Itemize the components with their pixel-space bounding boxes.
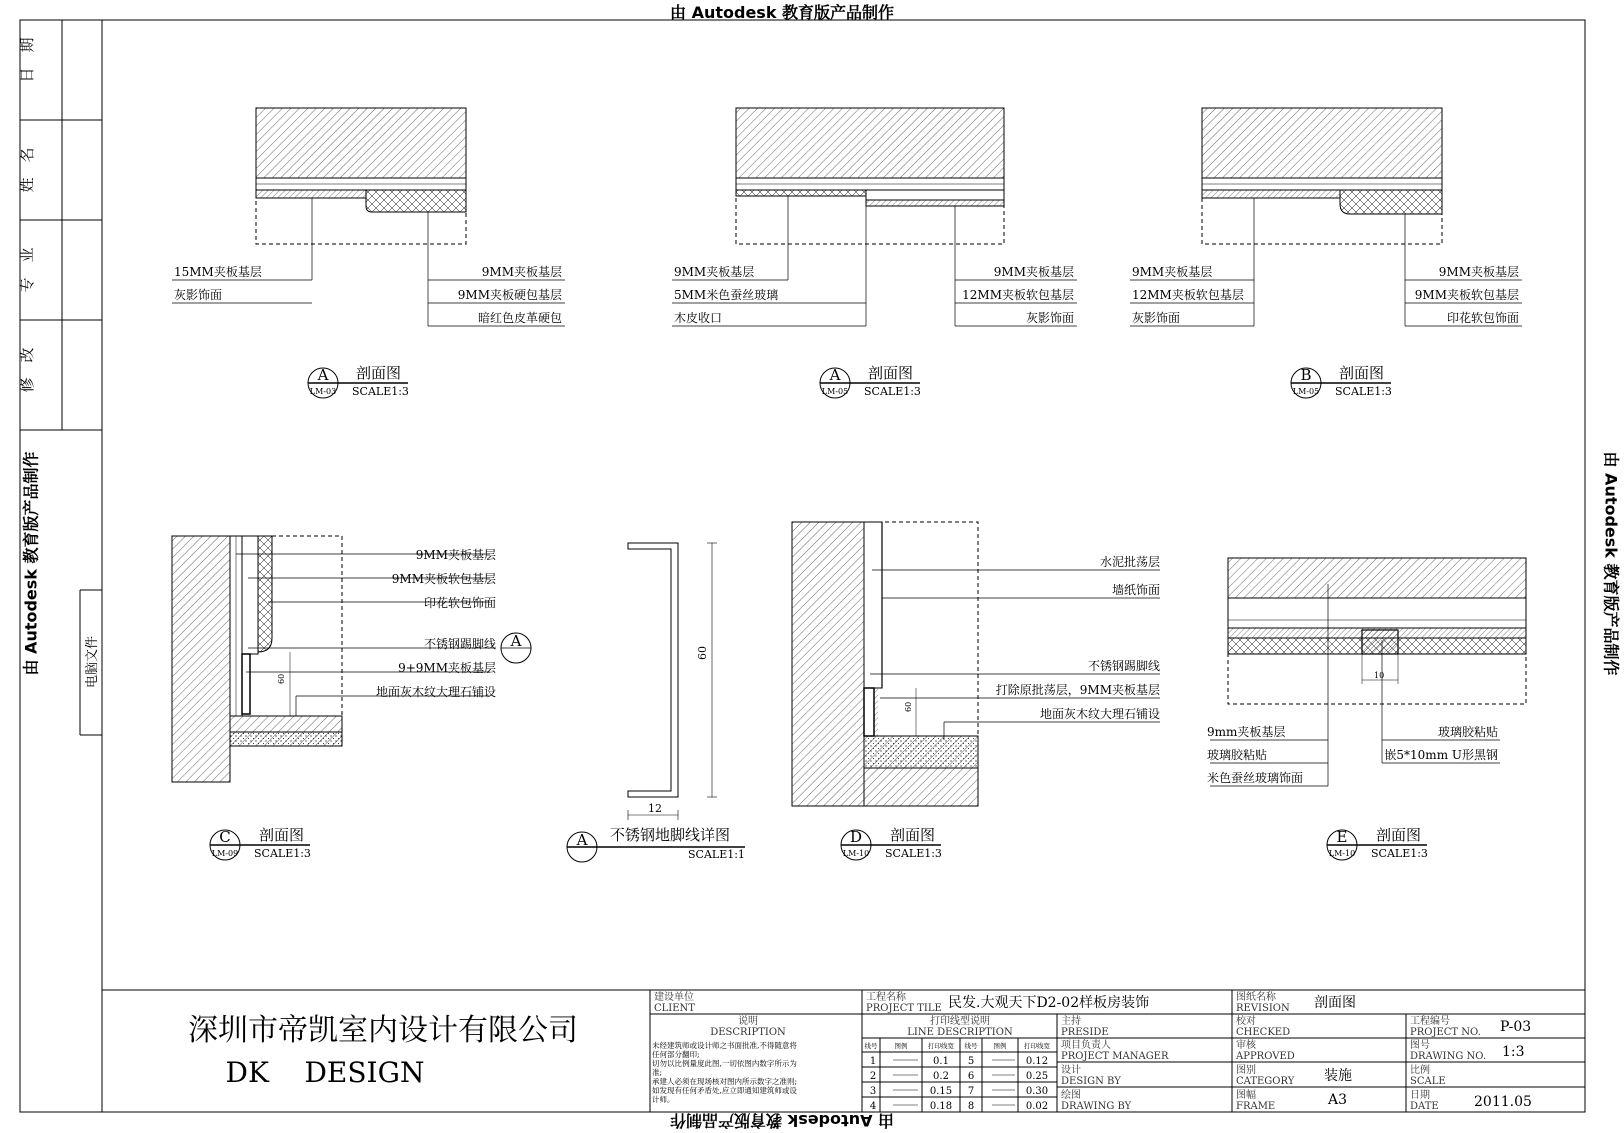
- line-header-6: 打印线宽: [1024, 1042, 1050, 1050]
- c-callout-letter: A: [510, 632, 522, 650]
- projno-cn: 工程编号: [1410, 1016, 1450, 1027]
- approved-en: APPROVED: [1236, 1051, 1295, 1062]
- c-label-4: 不锈钢踢脚线: [423, 637, 496, 651]
- line-header-2: 图例: [894, 1042, 908, 1050]
- drawno-en: DRAWING NO.: [1410, 1051, 1487, 1062]
- line-row4-w1: 0.18: [929, 1101, 953, 1112]
- e-label-right-2: 嵌5*10mm U形黑钢: [1384, 748, 1498, 762]
- desc-line-3: 切勿以比例量度此图,一切依图内数字所示为: [652, 1059, 797, 1068]
- d2-scale: SCALE1:3: [864, 385, 921, 398]
- c-letter: C: [219, 828, 231, 846]
- d-dim: 60: [904, 701, 913, 712]
- checked-en: CHECKED: [1236, 1027, 1291, 1038]
- e-label-left-2: 玻璃胶粘贴: [1207, 748, 1268, 762]
- date-value: 2011.05: [1474, 1094, 1532, 1110]
- line-row2-w1: 0.2: [933, 1071, 949, 1082]
- c-label-2: 9MM夹板软包基层: [391, 572, 496, 586]
- d1-letter: A: [317, 366, 329, 384]
- d-label-4: 打除原批荡层，9MM夹板基层: [995, 683, 1160, 697]
- design-en: DESIGN BY: [1061, 1076, 1121, 1087]
- d-scale: SCALE1:3: [885, 847, 942, 860]
- d3-label-left-3: 灰影饰面: [1132, 311, 1181, 325]
- e-dim: 10: [1374, 671, 1385, 680]
- d-label-3: 不锈钢踢脚线: [1087, 659, 1160, 673]
- line-row3-no1: 3: [869, 1086, 877, 1097]
- line-row4-no1: 4: [869, 1101, 877, 1112]
- line-row1-no2: 5: [967, 1056, 975, 1067]
- watermark-top: 由 Autodesk 教育版产品制作: [670, 3, 895, 22]
- d-label-1: 水泥批荡层: [1099, 555, 1160, 569]
- scale-en: SCALE: [1410, 1076, 1446, 1087]
- projno-value: P-03: [1500, 1019, 1532, 1035]
- scale-cn: 比例: [1410, 1065, 1430, 1076]
- d-title: 剖面图: [890, 826, 936, 844]
- d2-label-right-1: 9MM夹板基层: [993, 265, 1074, 279]
- date-cn: 日期: [1410, 1090, 1430, 1101]
- d1-ref: LM-03: [309, 387, 337, 396]
- e-letter: E: [1336, 828, 1348, 846]
- drawno-value: 1:3: [1502, 1044, 1525, 1060]
- drawno-cn: 图号: [1410, 1040, 1430, 1051]
- line-row1-w2: 0.12: [1025, 1056, 1049, 1067]
- project-value: 民发.大观天下D2-02样板房装饰: [948, 995, 1150, 1011]
- line-header-4: 线号: [964, 1042, 978, 1050]
- client-cn: 建设单位: [654, 992, 694, 1003]
- c-label-1: 9MM夹板基层: [415, 548, 496, 562]
- revision-cn: 图纸名称: [1236, 992, 1276, 1003]
- strip-major: 专 业: [18, 247, 36, 293]
- d3-label-right-2: 9MM夹板软包基层: [1414, 288, 1519, 302]
- checked-cn: 校对: [1236, 1016, 1256, 1027]
- d1-label-left-2: 灰影饰面: [174, 288, 223, 302]
- e-label-left-3: 米色蚕丝玻璃饰面: [1207, 771, 1304, 785]
- d-label-2: 墙纸饰面: [1111, 583, 1160, 597]
- d2-label-right-3: 灰影饰面: [1025, 311, 1074, 325]
- line-row4-w2: 0.02: [1025, 1101, 1049, 1112]
- line-desc-en: LINE DESCRIPTION: [907, 1027, 1013, 1038]
- desc-line-5: 承建人必须在现场核对图内所示数字之准则;: [652, 1077, 798, 1086]
- strip-file: 电脑文件: [85, 635, 100, 689]
- d-ref: LM-10: [842, 849, 870, 858]
- d2-label-left-2: 5MM米色蚕丝玻璃: [674, 288, 779, 302]
- line-row2-no1: 2: [869, 1071, 877, 1082]
- c-label-3: 印花软包饰面: [423, 596, 496, 610]
- desc-line-4: 准;: [652, 1068, 663, 1077]
- c-scale: SCALE1:3: [254, 847, 311, 860]
- c-title: 剖面图: [259, 826, 305, 844]
- d1-label-right-3: 暗红色皮革硬包: [477, 311, 562, 325]
- d1-scale: SCALE1:3: [352, 385, 409, 398]
- category-value: 装施: [1324, 1068, 1352, 1084]
- d1-label-left-1: 15MM夹板基层: [174, 265, 262, 279]
- design-cn: 设计: [1061, 1065, 1081, 1076]
- d3-ref: LM-05: [1292, 387, 1320, 396]
- desc-line-7: 计师。: [652, 1095, 675, 1104]
- company-name-en: DK DESIGN: [225, 1056, 425, 1089]
- client-en: CLIENT: [654, 1003, 695, 1014]
- d1-title: 剖面图: [356, 364, 402, 382]
- line-row1-no1: 1: [869, 1056, 877, 1067]
- strip-date: 日 期: [18, 37, 36, 83]
- e-ref: LM-10: [1328, 849, 1356, 858]
- drawing-en: DRAWING BY: [1061, 1101, 1132, 1112]
- preside-cn: 主持: [1061, 1016, 1081, 1027]
- preside-en: PRESIDE: [1061, 1027, 1109, 1038]
- e-label-left-1: 9mm夹板基层: [1207, 725, 1286, 739]
- line-header-1: 线号: [864, 1042, 878, 1050]
- project-en: PROJECT TILE: [866, 1003, 942, 1014]
- category-cn: 图别: [1236, 1065, 1256, 1076]
- desc-line-2: 任何部分翻印;: [652, 1050, 700, 1059]
- frame-value: A3: [1328, 1092, 1348, 1108]
- watermark-bottom: 由 Autodesk 教育版产品制作: [670, 1111, 895, 1130]
- projno-en: PROJECT NO.: [1410, 1027, 1481, 1038]
- desc-line-6: 如发现有任何矛盾处,应立即通知建筑师或设: [652, 1086, 797, 1095]
- project-cn: 工程名称: [866, 992, 906, 1003]
- d3-label-left-1: 9MM夹板基层: [1132, 265, 1213, 279]
- d2-title: 剖面图: [868, 364, 914, 382]
- d1-label-right-2: 9MM夹板硬包基层: [457, 288, 562, 302]
- desc-en: DESCRIPTION: [710, 1027, 786, 1038]
- d3-letter: B: [1300, 366, 1312, 384]
- c-label-5: 9+9MM夹板基层: [398, 661, 496, 675]
- line-desc-cn: 打印线型说明: [930, 1016, 990, 1027]
- d2-label-left-1: 9MM夹板基层: [674, 265, 755, 279]
- desc-line-1: 未经建筑师或设计师之书面批准,不得随意将: [652, 1041, 797, 1050]
- line-row4-no2: 8: [967, 1101, 975, 1112]
- d3-scale: SCALE1:3: [1335, 385, 1392, 398]
- line-row3-w1: 0.15: [929, 1086, 953, 1097]
- d-letter: D: [849, 828, 863, 846]
- revision-value: 剖面图: [1314, 995, 1356, 1011]
- skirting-dim-h: 60: [696, 646, 709, 660]
- line-row3-w2: 0.30: [1025, 1086, 1049, 1097]
- d3-title: 剖面图: [1339, 364, 1385, 382]
- d2-ref: LM-05: [821, 387, 849, 396]
- watermark-right: 由 Autodesk 教育版产品制作: [1601, 451, 1621, 676]
- d2-label-left-3: 木皮收口: [674, 311, 723, 325]
- skirting-title: 不锈钢地脚线详图: [610, 826, 731, 844]
- approved-cn: 审核: [1236, 1040, 1256, 1051]
- d3-label-left-2: 12MM夹板软包基层: [1132, 288, 1244, 302]
- company-name-cn: 深圳市帝凯室内设计有限公司: [188, 1013, 578, 1048]
- line-row3-no2: 7: [967, 1086, 975, 1097]
- d2-letter: A: [829, 366, 841, 384]
- e-label-right-1: 玻璃胶粘贴: [1437, 725, 1498, 739]
- category-en: CATEGORY: [1236, 1076, 1295, 1087]
- desc-cn: 说明: [738, 1016, 758, 1027]
- e-scale: SCALE1:3: [1371, 847, 1428, 860]
- c-dim: 60: [277, 673, 286, 684]
- line-header-3: 打印线宽: [928, 1042, 954, 1050]
- d2-label-right-2: 12MM夹板软包基层: [962, 288, 1074, 302]
- skirting-scale: SCALE1:1: [688, 848, 745, 861]
- title-block: [102, 990, 1585, 1112]
- d3-label-right-1: 9MM夹板基层: [1438, 265, 1519, 279]
- d-label-5: 地面灰木纹大理石铺设: [1039, 707, 1160, 721]
- line-row2-no2: 6: [967, 1071, 975, 1082]
- line-row2-w2: 0.25: [1025, 1071, 1049, 1082]
- d3-label-right-3: 印花软包饰面: [1446, 311, 1519, 325]
- frame-cn: 图幅: [1236, 1090, 1256, 1101]
- drawing-cn: 绘图: [1061, 1090, 1081, 1101]
- line-row1-w1: 0.1: [933, 1056, 949, 1067]
- frame-en: FRAME: [1236, 1101, 1276, 1112]
- pm-en: PROJECT MANAGER: [1061, 1051, 1169, 1062]
- skirting-letter: A: [576, 831, 588, 849]
- revision-en: REVISION: [1236, 1003, 1290, 1014]
- c-ref: LM-09: [211, 849, 239, 858]
- pm-cn: 项目负责人: [1061, 1040, 1111, 1051]
- c-label-6: 地面灰木纹大理石铺设: [375, 685, 496, 699]
- strip-modify: 修 改: [18, 347, 36, 393]
- date-en: DATE: [1410, 1101, 1439, 1112]
- skirting-dim-w: 12: [648, 802, 662, 815]
- line-header-5: 图例: [993, 1042, 1007, 1050]
- e-title: 剖面图: [1376, 826, 1422, 844]
- d1-label-right-1: 9MM夹板基层: [481, 265, 562, 279]
- strip-name: 姓 名: [18, 147, 36, 193]
- watermark-left: 由 Autodesk 教育版产品制作: [21, 451, 41, 676]
